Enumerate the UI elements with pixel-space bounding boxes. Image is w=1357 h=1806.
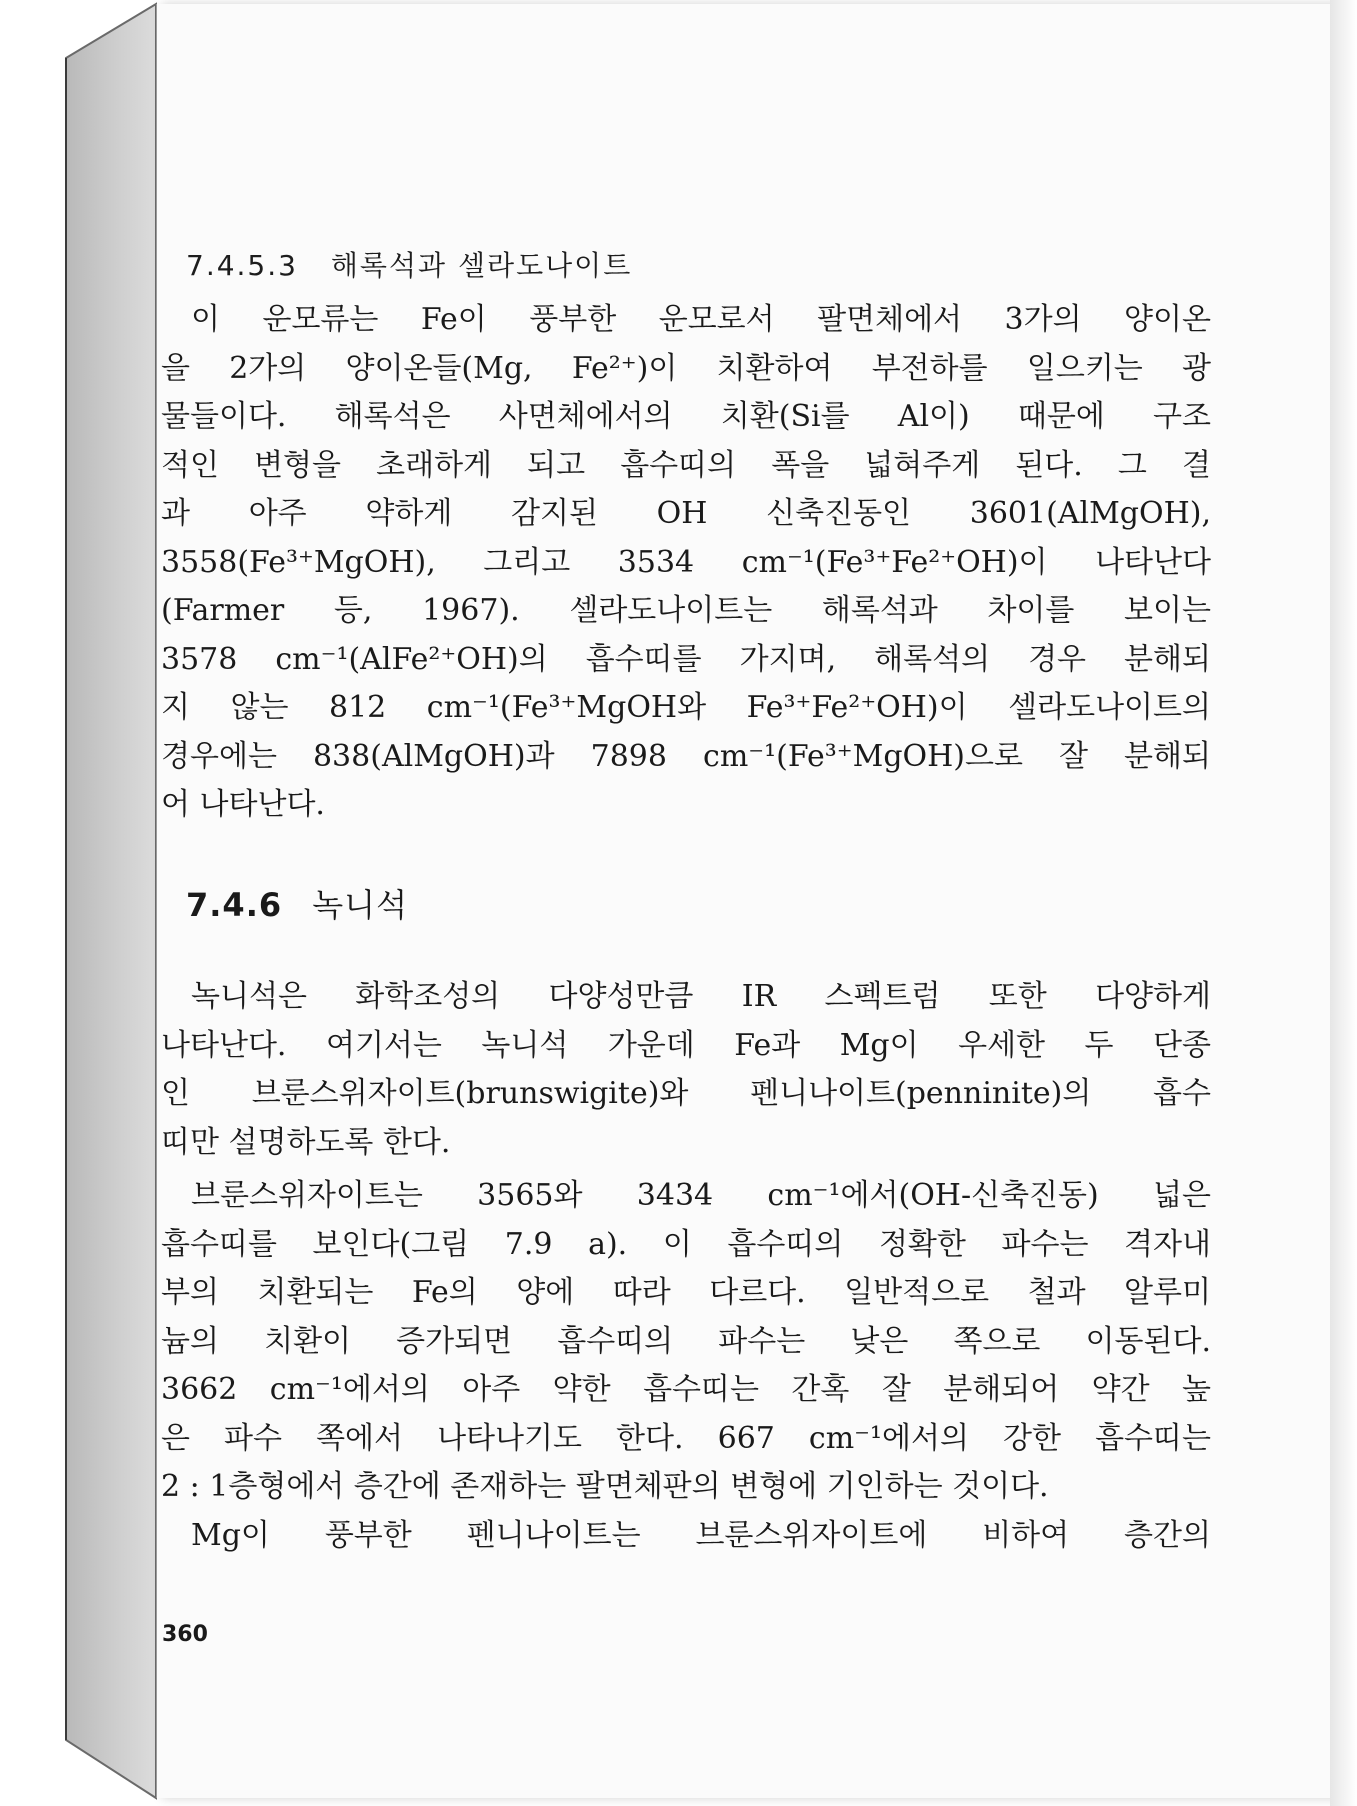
section-title: 녹니석 [312, 886, 408, 924]
text-line: 경우에는 838(AlMgOH)과 7898 cm⁻¹(Fe³⁺MgOH)으로 잘 분해되 [161, 738, 1211, 774]
text-line: (Farmer 등, 1967). 셀라도나이트는 해록석과 차이를 보이는 [161, 593, 1211, 628]
subsection-heading [186, 244, 632, 284]
subsection-number: 7.4.5.3 [186, 249, 298, 282]
text-line: 3558(Fe³⁺MgOH), 그리고 3534 cm⁻¹(Fe³⁺Fe²⁺OH)이 나타난다 [161, 544, 1211, 580]
paragraph-penninite [161, 1512, 1211, 1561]
text-line: 띠만 설명하도록 한다. [161, 1124, 451, 1160]
text-line: 녹니석은 화학조성의 다양성만큼 IR 스펙트럼 또한 다양하게 [191, 979, 1211, 1014]
text-line: 부의 치환되는 Fe의 양에 따라 다르다. 일반적으로 철과 알루미 [161, 1275, 1211, 1310]
text-line: 을 2가의 양이온들(Mg, Fe²⁺)이 치환하여 부전하를 일으키는 광 [161, 350, 1211, 386]
text-line: 적인 변형을 초래하게 되고 흡수띠의 폭을 넓혀주게 된다. 그 결 [161, 447, 1211, 483]
text-line: 과 아주 약하게 감지된 OH 신축진동인 3601(AlMgOH), [161, 496, 1211, 531]
text-line: 은 파수 쪽에서 나타나기도 한다. 667 cm⁻¹에서의 강한 흡수띠는 [161, 1420, 1211, 1456]
text-line: 3578 cm⁻¹(AlFe²⁺OH)의 흡수띠를 가지며, 해록석의 경우 분해되 [161, 641, 1211, 677]
text-line: 나타난다. 여기서는 녹니석 가운데 Fe과 Mg이 우세한 두 단종 [161, 1027, 1211, 1063]
text-line: 물들이다. 해록석은 사면체에서의 치환(Si를 Al이) 때문에 구조 [161, 399, 1211, 434]
subsection-title: 해록석과 셀라도나이트 [330, 249, 633, 282]
text-line: 흡수띠를 보인다(그림 7.9 a). 이 흡수띠의 정확한 파수는 격자내 [161, 1226, 1211, 1262]
text-line: 어 나타난다. [161, 787, 325, 822]
paragraph-chlorite-intro [161, 973, 1211, 1167]
text-line: 이 운모류는 Fe이 풍부한 운모로서 팔면체에서 3가의 양이온 [191, 302, 1211, 337]
book-spine-graphic [0, 0, 170, 1806]
text-line: 지 않는 812 cm⁻¹(Fe³⁺MgOH와 Fe³⁺Fe²⁺OH)이 셀라도나이트의 [161, 690, 1211, 725]
section-number: 7.4.6 [186, 886, 283, 924]
text-line: Mg이 풍부한 펜니나이트는 브룬스위자이트에 비하여 층간의 [191, 1518, 1211, 1553]
text-line: 브룬스위자이트는 3565와 3434 cm⁻¹에서(OH-신축진동) 넓은 [191, 1178, 1211, 1213]
text-line: 인 브룬스위자이트(brunswigite)와 펜니나이트(penninite)의 흡수 [161, 1076, 1211, 1111]
text-line: 2 : 1층형에서 층간에 존재하는 팔면체판의 변형에 기인하는 것이다. [161, 1469, 1049, 1504]
text-line: 3662 cm⁻¹에서의 아주 약한 흡수띠는 간혹 잘 분해되어 약간 높 [161, 1372, 1211, 1407]
page-number: 360 [162, 1622, 208, 1647]
paragraph-glauconite-celadonite [161, 296, 1211, 830]
section-heading [186, 880, 408, 926]
text-line: 늄의 치환이 증가되면 흡수띠의 파수는 낮은 쪽으로 이동된다. [161, 1323, 1211, 1359]
page-edge-shadow [1330, 0, 1357, 1806]
paragraph-brunswigite [161, 1172, 1211, 1512]
